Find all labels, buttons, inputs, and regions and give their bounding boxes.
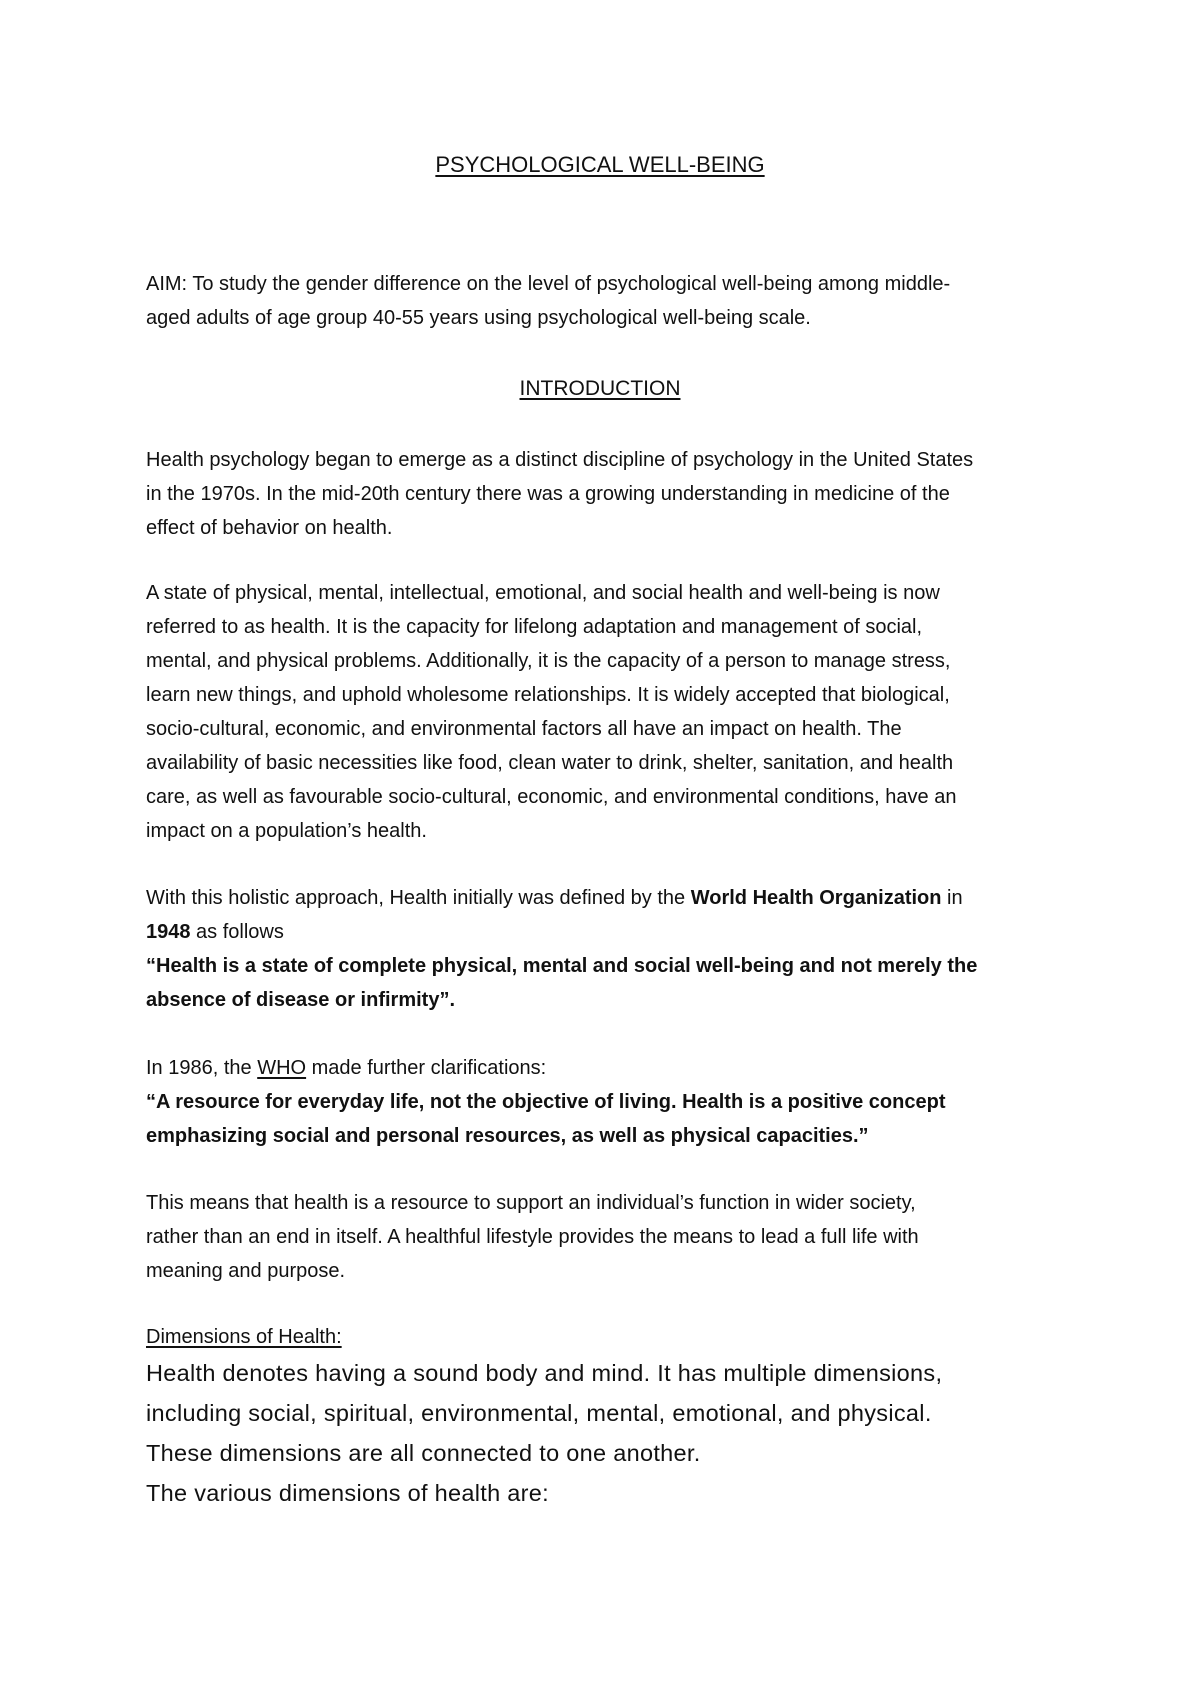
paragraph-line: rather than an end in itself. A healthful lifestyle provides the means to lead a full life with bbox=[146, 1226, 919, 1248]
who-quote-line: “Health is a state of complete physical, mental and social well-being and not merely the bbox=[146, 955, 978, 977]
inline-text: In 1986, the bbox=[146, 1057, 258, 1079]
dimensions-heading: Dimensions of Health: bbox=[146, 1326, 342, 1348]
paragraph-health-resource bbox=[146, 1186, 1086, 1288]
paragraph-line: mental, and physical problems. Additionally, it is the capacity of a person to manage stress, bbox=[146, 650, 951, 672]
who-1986-quote-line: emphasizing social and personal resources, as well as physical capacities.” bbox=[146, 1125, 869, 1147]
inline-text: as follows bbox=[190, 921, 284, 943]
paragraph-line: Health psychology began to emerge as a distinct discipline of psychology in the United States bbox=[146, 449, 974, 471]
dimensions-line: Health denotes having a sound body and mind. It has multiple dimensions, bbox=[146, 1360, 943, 1386]
paragraph-line: meaning and purpose. bbox=[146, 1260, 346, 1282]
introduction-heading: INTRODUCTION bbox=[519, 377, 681, 400]
paragraph-line: impact on a population’s health. bbox=[146, 820, 427, 842]
inline-text: With this holistic approach, Health initially was defined by the bbox=[146, 887, 691, 909]
paragraph-line: care, as well as favourable socio-cultural, economic, and environmental conditions, have an bbox=[146, 786, 957, 808]
dimensions-heading-block bbox=[146, 1320, 1086, 1354]
inline-text: in bbox=[941, 887, 963, 909]
paragraph-line: A state of physical, mental, intellectual, emotional, and social health and well-being is now bbox=[146, 582, 940, 604]
paragraph-line: This means that health is a resource to support an individual’s function in wider society, bbox=[146, 1192, 916, 1214]
paragraph-line: referred to as health. It is the capacity for lifelong adaptation and management of social, bbox=[146, 616, 923, 638]
dimensions-line: These dimensions are all connected to one another. bbox=[146, 1440, 701, 1466]
paragraph-line: socio-cultural, economic, and environmental factors all have an impact on health. The bbox=[146, 718, 902, 740]
paragraph-health-psychology bbox=[146, 443, 1086, 545]
paragraph-line: learn new things, and uphold wholesome relationships. It is widely accepted that biological, bbox=[146, 684, 950, 706]
aim-line-1 bbox=[146, 267, 1086, 301]
aim-section bbox=[146, 267, 1086, 335]
dimensions-line: including social, spiritual, environmental, mental, emotional, and physical. bbox=[146, 1400, 932, 1426]
paragraph-line bbox=[146, 915, 1086, 949]
who-name: World Health Organization bbox=[690, 887, 942, 909]
paragraph-line: in the 1970s. In the mid-20th century there was a growing understanding in medicine of the bbox=[146, 483, 950, 505]
aim-line-2: aged adults of age group 40-55 years using psychological well-being scale. bbox=[146, 307, 811, 329]
paragraph-line: effect of behavior on health. bbox=[146, 517, 393, 539]
year-1948: 1948 bbox=[146, 921, 191, 943]
paragraph-health-definition bbox=[146, 576, 1086, 848]
dimensions-line: The various dimensions of health are: bbox=[146, 1480, 549, 1506]
aim-text-1: To study the gender difference on the level of psychological well-being among middle- bbox=[187, 273, 951, 295]
paragraph-who-1986 bbox=[146, 1051, 1086, 1153]
paragraph-line: availability of basic necessities like food, clean water to drink, shelter, sanitation, and health bbox=[146, 752, 954, 774]
dimensions-text bbox=[146, 1353, 1086, 1513]
paragraph-line bbox=[146, 881, 1086, 915]
inline-text: made further clarifications: bbox=[306, 1057, 547, 1079]
aim-label: AIM: bbox=[146, 273, 188, 295]
document-title: PSYCHOLOGICAL WELL-BEING bbox=[435, 152, 765, 177]
who-1986-quote-line: “A resource for everyday life, not the objective of living. Health is a positive concept bbox=[146, 1091, 946, 1113]
who-quote-line: absence of disease or infirmity”. bbox=[146, 989, 455, 1011]
paragraph-who-1948 bbox=[146, 881, 1086, 1017]
paragraph-line bbox=[146, 1051, 1086, 1085]
who-link[interactable]: WHO bbox=[257, 1057, 307, 1079]
